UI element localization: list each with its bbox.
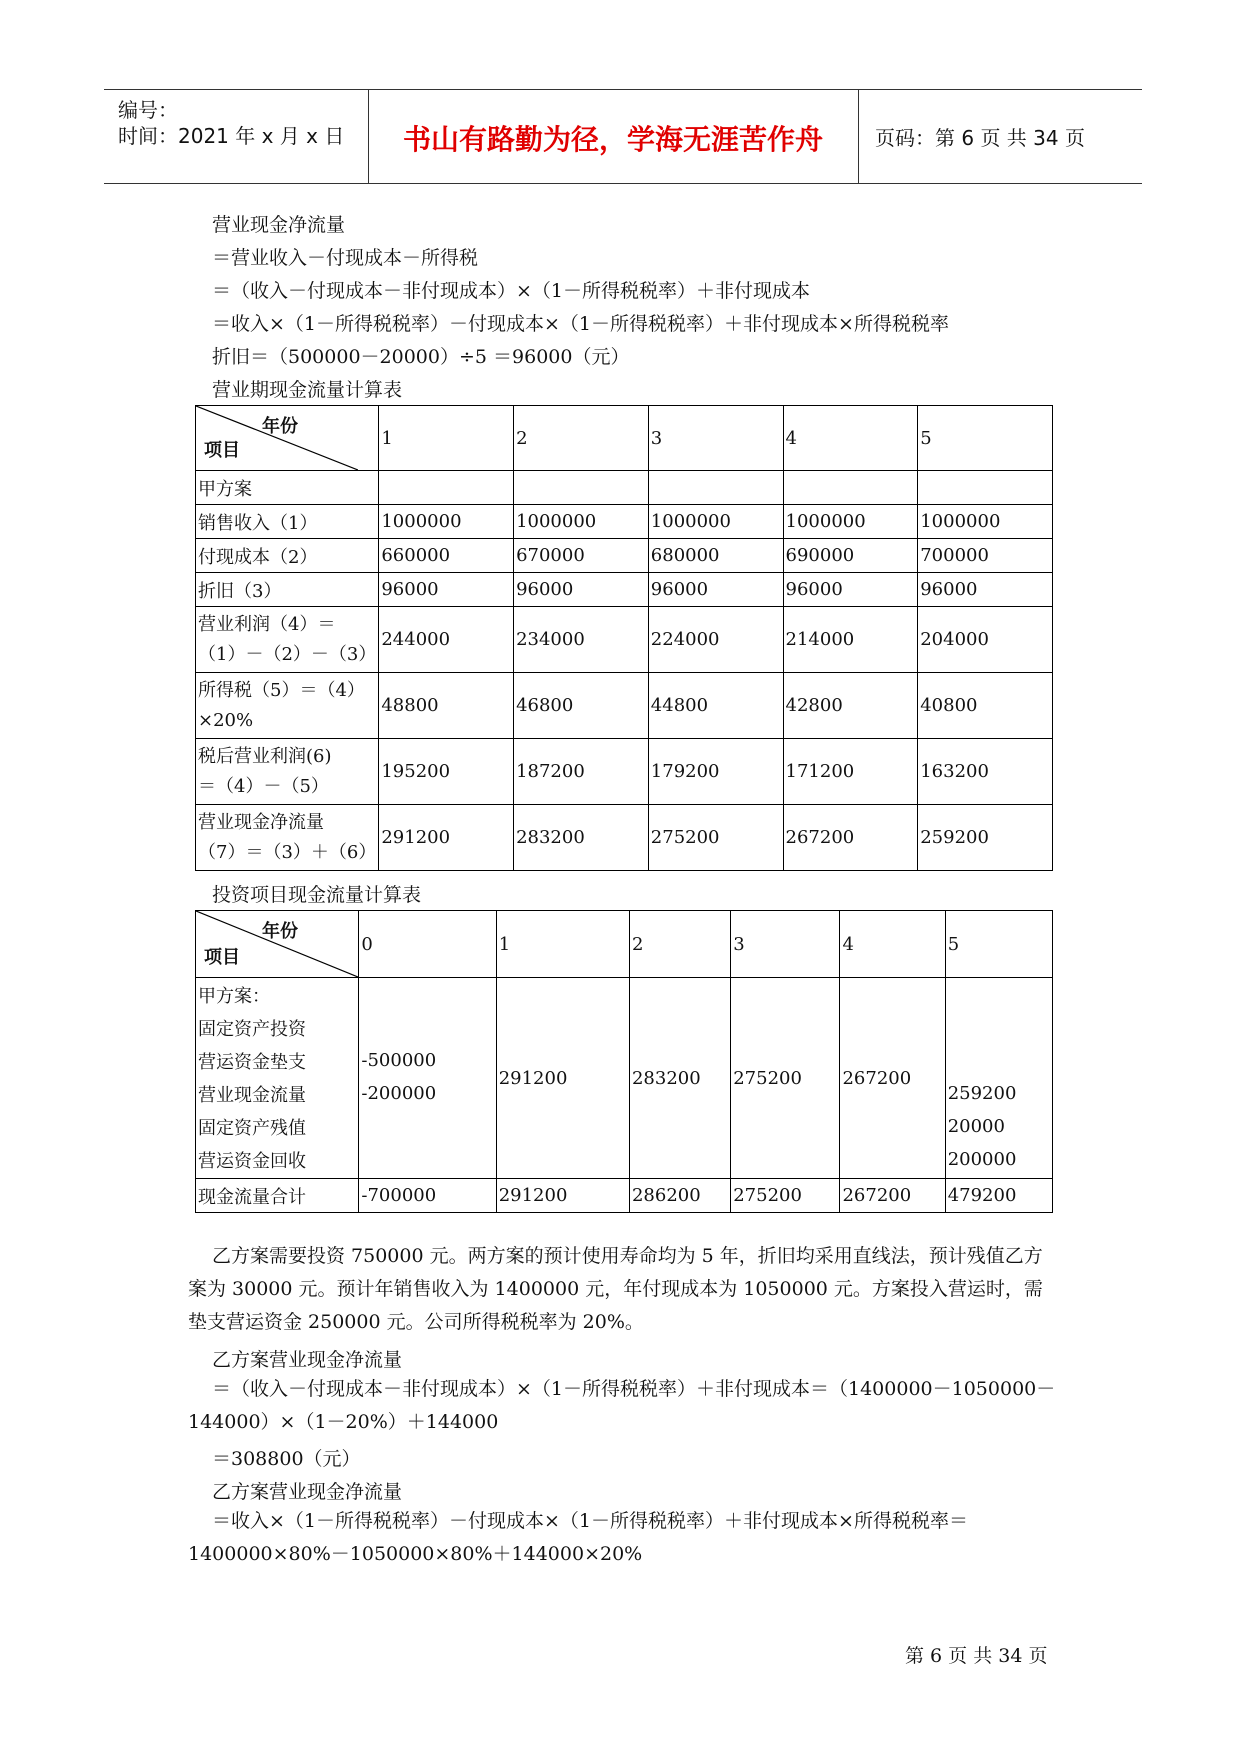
table1-corner-item: 项目 [204, 440, 240, 461]
row-label: 折旧（3） [196, 573, 379, 607]
item-label: 营运资金垫支 [198, 1052, 306, 1073]
table-row [196, 505, 1053, 539]
row-label-line: 所得税（5）＝（4） [198, 679, 365, 701]
item-label: 固定资产残值 [198, 1118, 306, 1139]
row-label [196, 739, 379, 805]
table-cell: 259200 [947, 1083, 1017, 1104]
number-label: 编号： [118, 98, 178, 122]
intro-line-4: ＝收入×（1－所得税税率）－付现成本×（1－所得税税率）＋非付现成本×所得税税率 [212, 313, 949, 335]
table1-corner-year: 年份 [262, 416, 298, 437]
table-cell: 44800 [648, 673, 783, 739]
table-cell: 42800 [783, 673, 918, 739]
table2-year-header: 2 [629, 911, 730, 978]
row-label [196, 607, 379, 673]
table-cell: 96000 [514, 573, 649, 607]
table-row [196, 805, 1053, 871]
table1-year-header: 5 [918, 406, 1053, 471]
intro-line-3: ＝（收入－付现成本－非付现成本）×（1－所得税税率）＋非付现成本 [212, 280, 811, 302]
table-cell: 163200 [918, 739, 1053, 805]
row-label [196, 805, 379, 871]
plan-b-line-4: 乙方案营业现金净流量 [212, 1481, 403, 1503]
plan-b-line-2: ＝（收入－付现成本－非付现成本）×（1－所得税税率）＋非付现成本＝（1400000－1050000－144000）×（1－20%）＋144000 [188, 1378, 1056, 1433]
table1-year-header: 4 [783, 406, 918, 471]
table2-year-header: 4 [840, 911, 945, 978]
table-cell: 291200 [496, 1179, 629, 1213]
table-cell: 46800 [514, 673, 649, 739]
page-header [104, 89, 1142, 184]
row-label [196, 673, 379, 739]
table-cell: 259200 [918, 805, 1053, 871]
table2-year-header: 1 [496, 911, 629, 978]
page-label: 页码：第 6 页 共 34 页 [875, 126, 1085, 150]
table-cell: 96000 [783, 573, 918, 607]
header-right-cell [858, 90, 1143, 183]
table-cell: 96000 [379, 573, 514, 607]
table-cell: 195200 [379, 739, 514, 805]
table2-title: 投资项目现金流量计算表 [212, 884, 422, 906]
table-cell: 20000 [947, 1116, 1005, 1137]
table-cell: 267200 [840, 1179, 945, 1213]
table-cell: 187200 [514, 739, 649, 805]
table2-year-header: 0 [359, 911, 496, 978]
table-cell: 1000000 [514, 505, 649, 539]
plan-b-line-3: ＝308800（元） [212, 1448, 361, 1470]
table-cell: 275200 [648, 805, 783, 871]
table-cell: 690000 [783, 539, 918, 573]
table-cell: 680000 [648, 539, 783, 573]
table2-corner-year: 年份 [262, 921, 298, 942]
table1-section-label: 甲方案 [196, 471, 379, 505]
page-footer: 第 6 页 共 34 页 [905, 1645, 1048, 1667]
item-label: 营业现金流量 [198, 1085, 306, 1106]
table1-year-header: 1 [379, 406, 514, 471]
table2-corner-cell [196, 911, 359, 978]
table-cell: 1000000 [783, 505, 918, 539]
intro-line-5: 折旧＝（500000－20000）÷5 ＝96000（元） [212, 346, 630, 368]
table-cell: 700000 [918, 539, 1053, 573]
investment-cashflow-table [195, 910, 1053, 1213]
operating-cashflow-table [195, 405, 1053, 871]
intro-line-2: ＝营业收入－付现成本－所得税 [212, 247, 479, 269]
header-motto: 书山有路勤为径，学海无涯苦作舟 [402, 123, 823, 156]
intro-line-1: 营业现金净流量 [212, 214, 346, 236]
table1-title: 营业期现金流量计算表 [212, 379, 403, 401]
table-cell: -200000 [361, 1083, 437, 1104]
table-row [196, 607, 1053, 673]
table-cell: 171200 [783, 739, 918, 805]
table-cell: 40800 [918, 673, 1053, 739]
table1-year-header: 3 [648, 406, 783, 471]
item-label: 甲方案： [198, 986, 270, 1007]
table-cell: 291200 [379, 805, 514, 871]
table-cell: 283200 [629, 978, 730, 1179]
table-row [196, 1179, 1053, 1213]
table-cell: 244000 [379, 607, 514, 673]
item-label: 固定资产投资 [198, 1019, 306, 1040]
table-cell: 291200 [496, 978, 629, 1179]
table-cell: 479200 [945, 1179, 1052, 1213]
row-label-line: 税后营业利润(6) [198, 745, 332, 767]
table-cell: 660000 [379, 539, 514, 573]
table-cell: 200000 [947, 1149, 1017, 1170]
table-cell: 670000 [514, 539, 649, 573]
table-cell: 267200 [840, 978, 945, 1179]
table-cell: 1000000 [918, 505, 1053, 539]
table-cell: 275200 [731, 978, 840, 1179]
row-label-line: ×20% [198, 709, 254, 731]
table-cell: 267200 [783, 805, 918, 871]
table-cell: 283200 [514, 805, 649, 871]
table2-corner-item: 项目 [204, 947, 240, 968]
table-cell: 1000000 [379, 505, 514, 539]
table-row [196, 539, 1053, 573]
row-label-line: 营业利润（4）＝ [198, 613, 336, 635]
plan-b-paragraph: 乙方案需要投资 750000 元。两方案的预计使用寿命均为 5 年，折旧均采用直线法，预计残值乙方案为 30000 元。预计年销售收入为 1400000 元，年付现成本为 1050000 元。方案投入营运时，需垫支营运资金 250000 元。公司所得税税率为 20%。 [188, 1245, 1043, 1333]
time-label: 时间：2021 年 x 月 x 日 [118, 124, 345, 148]
item-label: 营运资金回收 [198, 1151, 306, 1172]
table-cell: 96000 [648, 573, 783, 607]
row-label: 销售收入（1） [196, 505, 379, 539]
table-cell: 214000 [783, 607, 918, 673]
row-label: 付现成本（2） [196, 539, 379, 573]
table-row [196, 573, 1053, 607]
table2-year5-cell [945, 978, 1052, 1179]
table1-corner-cell [196, 406, 379, 471]
table-cell: 204000 [918, 607, 1053, 673]
table-cell: -700000 [359, 1179, 496, 1213]
table-cell: 234000 [514, 607, 649, 673]
table-cell: 275200 [731, 1179, 840, 1213]
table2-year-header: 3 [731, 911, 840, 978]
table2-year-header: 5 [945, 911, 1052, 978]
table-cell: -500000 [361, 1050, 437, 1071]
row-label-line: ＝（4）－（5） [198, 775, 329, 797]
row-label-line: 营业现金净流量 [198, 811, 324, 833]
table2-year0-cell [359, 978, 496, 1179]
row-label-line: （7）＝（3）＋（6） [198, 841, 377, 863]
table-cell: 179200 [648, 739, 783, 805]
table-cell: 224000 [648, 607, 783, 673]
table-cell: 96000 [918, 573, 1053, 607]
table2-items-cell [196, 978, 359, 1179]
header-left-cell [104, 90, 369, 183]
row-label-line: （1）－（2）－（3） [198, 643, 377, 665]
table-cell: 1000000 [648, 505, 783, 539]
table-cell: 286200 [629, 1179, 730, 1213]
total-label: 现金流量合计 [196, 1179, 359, 1213]
table-row [196, 673, 1053, 739]
table1-year-header: 2 [514, 406, 649, 471]
table-row [196, 739, 1053, 805]
table-cell: 48800 [379, 673, 514, 739]
plan-b-line-5: ＝收入×（1－所得税税率）－付现成本×（1－所得税税率）＋非付现成本×所得税税率＝1400000×80%－1050000×80%＋144000×20% [188, 1510, 968, 1565]
plan-b-line-1: 乙方案营业现金净流量 [212, 1349, 403, 1371]
